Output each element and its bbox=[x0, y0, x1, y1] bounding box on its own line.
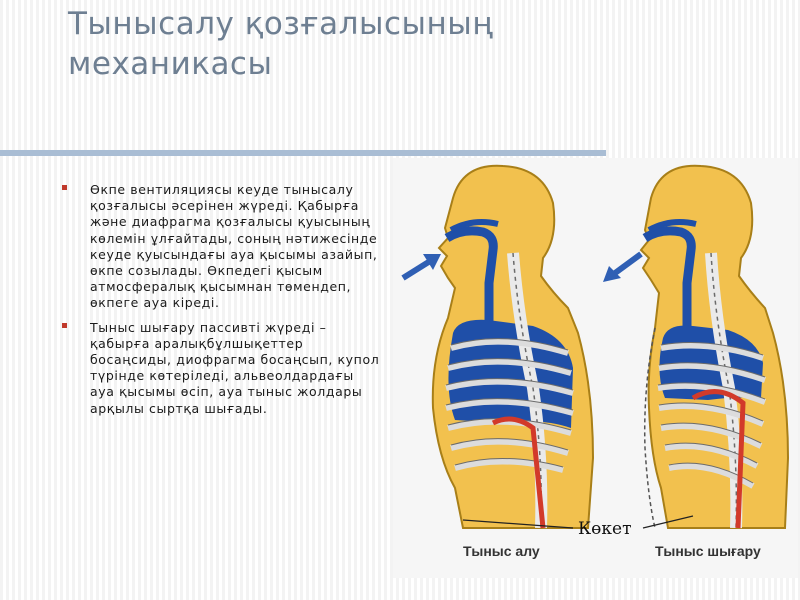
bullet-marker-icon bbox=[62, 323, 67, 328]
bullet-text-1: Өкпе вентиляциясы кеуде тынысалу қозғалысы әсерінен жүреді. Қабырға және диафрагма қозғалысы қуысының көлемін ұлғайтады, соның нәтижесінде кеуде қуысындағы ауа қысымы азайып, өкпе созылады. Өкпедегі қысым атмосфералық қысымнан төмендеп, өкпеге ауа кіреді. bbox=[90, 182, 378, 311]
title-divider bbox=[0, 150, 606, 156]
exhale-caption: Тыныс шығару bbox=[655, 543, 761, 559]
diaphragm-label: Көкет bbox=[578, 519, 632, 539]
arrow-inhale-icon bbox=[403, 254, 441, 278]
slide-title bbox=[68, 4, 628, 84]
exhale-figure bbox=[603, 166, 788, 528]
bullet-item-2 bbox=[62, 320, 382, 417]
inhale-figure bbox=[403, 166, 593, 528]
inhale-caption: Тыныс алу bbox=[463, 543, 540, 559]
title-line-1: Тынысалу қозғалысының bbox=[68, 6, 494, 42]
breathing-illustration bbox=[393, 158, 798, 578]
bullet-item-1 bbox=[62, 182, 382, 312]
bullet-text-2: Тыныс шығару пассивті жүреді – қабырға аралықбұлшықеттер босаңсиды, диофрагма босаңсып, купол түрінде көтеріледі, альвеолдардағы ауа қысымы өсіп, ауа тыныс жолдары арқылы сыртқа шығады. bbox=[90, 319, 380, 416]
bullet-list bbox=[62, 182, 382, 425]
bullet-marker-icon bbox=[62, 185, 67, 190]
arrow-exhale-icon bbox=[603, 254, 641, 282]
illustration-svg bbox=[393, 158, 798, 578]
title-line-2: механикасы bbox=[68, 46, 273, 82]
